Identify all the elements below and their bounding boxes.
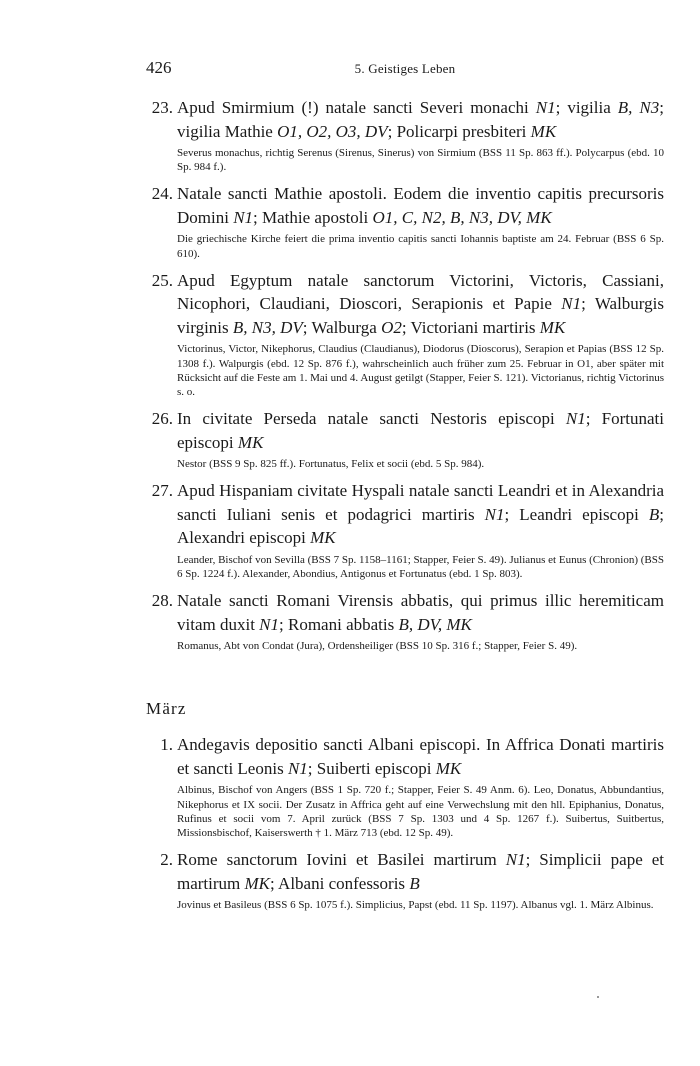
entry-text-segment: ; Walburgis virginis (177, 294, 664, 337)
entry-commentary: Nestor (BSS 9 Sp. 825 ff.). Fortunatus, Felix et socii (ebd. 5 Sp. 984). (177, 458, 485, 471)
calendar-entry (146, 848, 664, 912)
source-siglum: N1 (505, 850, 526, 870)
calendar-entry (146, 407, 664, 471)
entry-text (177, 407, 664, 454)
calendar-entry (146, 733, 664, 840)
month-heading: März (146, 699, 187, 719)
source-siglum: MK (530, 121, 557, 141)
calendar-entry (146, 182, 664, 260)
source-siglum: O1, O2, O3, DV (277, 121, 388, 141)
calendar-entry (146, 479, 664, 581)
page-header (146, 58, 664, 82)
source-siglum: B (409, 873, 420, 893)
entry-text-segment: ; vigilia Mathie (177, 98, 664, 141)
entry-text-segment: ; Leandri episcopi (504, 504, 649, 524)
entry-text-segment: ; vigilia (555, 98, 618, 117)
entry-number: 1. (160, 735, 173, 755)
source-siglum: N1 (233, 207, 254, 227)
entry-number: 2. (160, 850, 173, 870)
entry-text-segment: ; Romani abbatis (279, 614, 399, 634)
entry-text-segment: ; Mathie apostoli (253, 207, 373, 227)
entry-number: 28. (151, 591, 173, 611)
page-content (146, 96, 664, 920)
source-siglum: B, N3, DV (232, 317, 303, 337)
entry-text-segment: ; Walburga (302, 317, 382, 337)
entry-text-segment: Natale sancti Mathie apostoli. Eodem die inventio capitis precursoris Domini (177, 184, 664, 227)
entry-text-segment: ; Alexandri episcopi (177, 504, 664, 548)
source-siglum: MK (237, 432, 264, 452)
source-siglum: N1 (287, 758, 308, 778)
source-siglum: N1 (561, 294, 582, 314)
entry-text (177, 182, 664, 229)
entry-text-segment: ; Policarpi presbiteri (387, 121, 531, 141)
entry-number: 27. (151, 481, 173, 501)
february-entries (146, 96, 664, 653)
page-number: 426 (146, 58, 172, 77)
source-siglum: B, N3 (617, 98, 660, 117)
entry-text (177, 848, 664, 895)
source-siglum: B (648, 504, 660, 524)
entry-text-segment: ; Fortunati episcopi (177, 409, 664, 452)
entry-text-segment: ; Albani confessoris (270, 873, 410, 893)
page-speck (597, 996, 599, 998)
entry-number: 26. (151, 409, 173, 429)
source-siglum: O1, C, N2, B, N3, DV, MK (372, 207, 552, 227)
entry-number: 25. (151, 270, 173, 290)
calendar-entry (146, 96, 664, 174)
entry-commentary: Jovinus et Basileus (BSS 6 Sp. 1075 f.). Simplicius, Papst (ebd. 11 Sp. 1197). Albanus vgl. 1. März Albinus. (177, 899, 654, 912)
source-siglum: MK (244, 873, 271, 893)
entry-number: 24. (151, 184, 173, 204)
entry-commentary: Victorinus, Victor, Nikephorus, Claudius (Claudianus), Diodorus (Dioscorus), Serapion et Papias (BSS 12 Sp. 1308 f.). Walpurgis (ebd. 12 Sp. 876 f.), wahrscheinlich auch früher zum 25. Februar in O1, aber später mit Rücksicht auf die Feste am 1. Mai und 4. August getilgt (Stapper, Feier S. 121). Victorianus, richtig Victorinus s. o. (177, 343, 664, 398)
source-siglum: N1 (484, 504, 505, 524)
running-head: 5. Geistiges Leben (354, 61, 456, 76)
source-siglum: MK (539, 317, 566, 337)
entry-text-segment: ; Victoriani martiris (401, 317, 540, 337)
entry-commentary: Die griechische Kirche feiert die prima inventio capitis sancti Iohannis baptiste am 24. Februar (BSS 6 Sp. 610). (177, 233, 664, 260)
calendar-entry (146, 269, 664, 399)
entry-text-segment: Apud Egyptum natale sanctorum Victorini, Victoris, Cassiani, Nicophori, Claudiani, Dioscori, Serapionis et Papie (177, 270, 664, 314)
entry-commentary: Albinus, Bischof von Angers (BSS 1 Sp. 720 f.; Stapper, Feier S. 49 Anm. 6). Leo, Donatus, Abbundantius, Nikephorus et IX socii. Der Zusatz in Affrica geht auf eine Verwechslung mit den hll. Epiphanius, Donatus, Rufinus et socii vom 7. April zurück (BSS 7 Sp. 1303 und 4 Sp. 1267 f.). Suibertus, Suitbertus, Missionsbischof, Kaiserswerth † 1. März 713 (ebd. 12 Sp. 49). (177, 784, 664, 840)
entry-text-segment: ; Simplicii pape et martirum (177, 850, 664, 893)
march-entries (146, 733, 664, 912)
entry-text (177, 589, 664, 636)
source-siglum: N1 (535, 98, 556, 117)
entry-text-segment: Apud Smirmium (!) natale sancti Severi monachi (177, 98, 536, 117)
entry-commentary: Romanus, Abt von Condat (Jura), Ordensheiliger (BSS 10 Sp. 316 f.; Stapper, Feier S. 49). (177, 640, 578, 653)
entry-text (177, 479, 664, 550)
entry-number: 23. (151, 98, 173, 117)
entry-text-segment: Rome sanctorum Iovini et Basilei martirum (177, 850, 506, 870)
entry-text-segment: Andegavis depositio sancti Albani episcopi. In Affrica Donati martiris et sancti Leonis (177, 735, 664, 778)
source-siglum: B, DV, MK (398, 614, 472, 634)
entry-text-segment: ; Suiberti episcopi (307, 758, 436, 778)
entry-text (177, 733, 664, 780)
source-siglum: N1 (259, 614, 280, 634)
calendar-entry (146, 589, 664, 653)
entry-text (177, 269, 664, 340)
source-siglum: N1 (565, 409, 586, 429)
source-siglum: O2 (381, 317, 402, 337)
source-siglum: MK (310, 528, 336, 548)
entry-text-segment: Apud Hispaniam civitate Hyspali natale sancti Leandri et in Alexandria sancti Iuliani senis et podagrici martiris (177, 481, 664, 524)
entry-text (177, 96, 664, 143)
entry-commentary: Leander, Bischof von Sevilla (BSS 7 Sp. 1158–1161; Stapper, Feier S. 49). Julianus et Eunus (Chronion) (BSS 6 Sp. 1224 f.). Alexander, Abondius, Antigonus et Fortunatus (ebd. 1 Sp. 803). (177, 553, 664, 581)
entry-text-segment: In civitate Perseda natale sancti Nestoris episcopi (177, 409, 566, 429)
source-siglum: MK (435, 758, 462, 778)
entry-commentary: Severus monachus, richtig Serenus (Sirenus, Sinerus) von Sirmium (BSS 11 Sp. 863 ff.). Polycarpus (ebd. 10 Sp. 984 f.). (177, 147, 664, 174)
entry-text-segment: Natale sancti Romani Virensis abbatis, qui primus illic heremiticam vitam duxit (177, 591, 664, 634)
